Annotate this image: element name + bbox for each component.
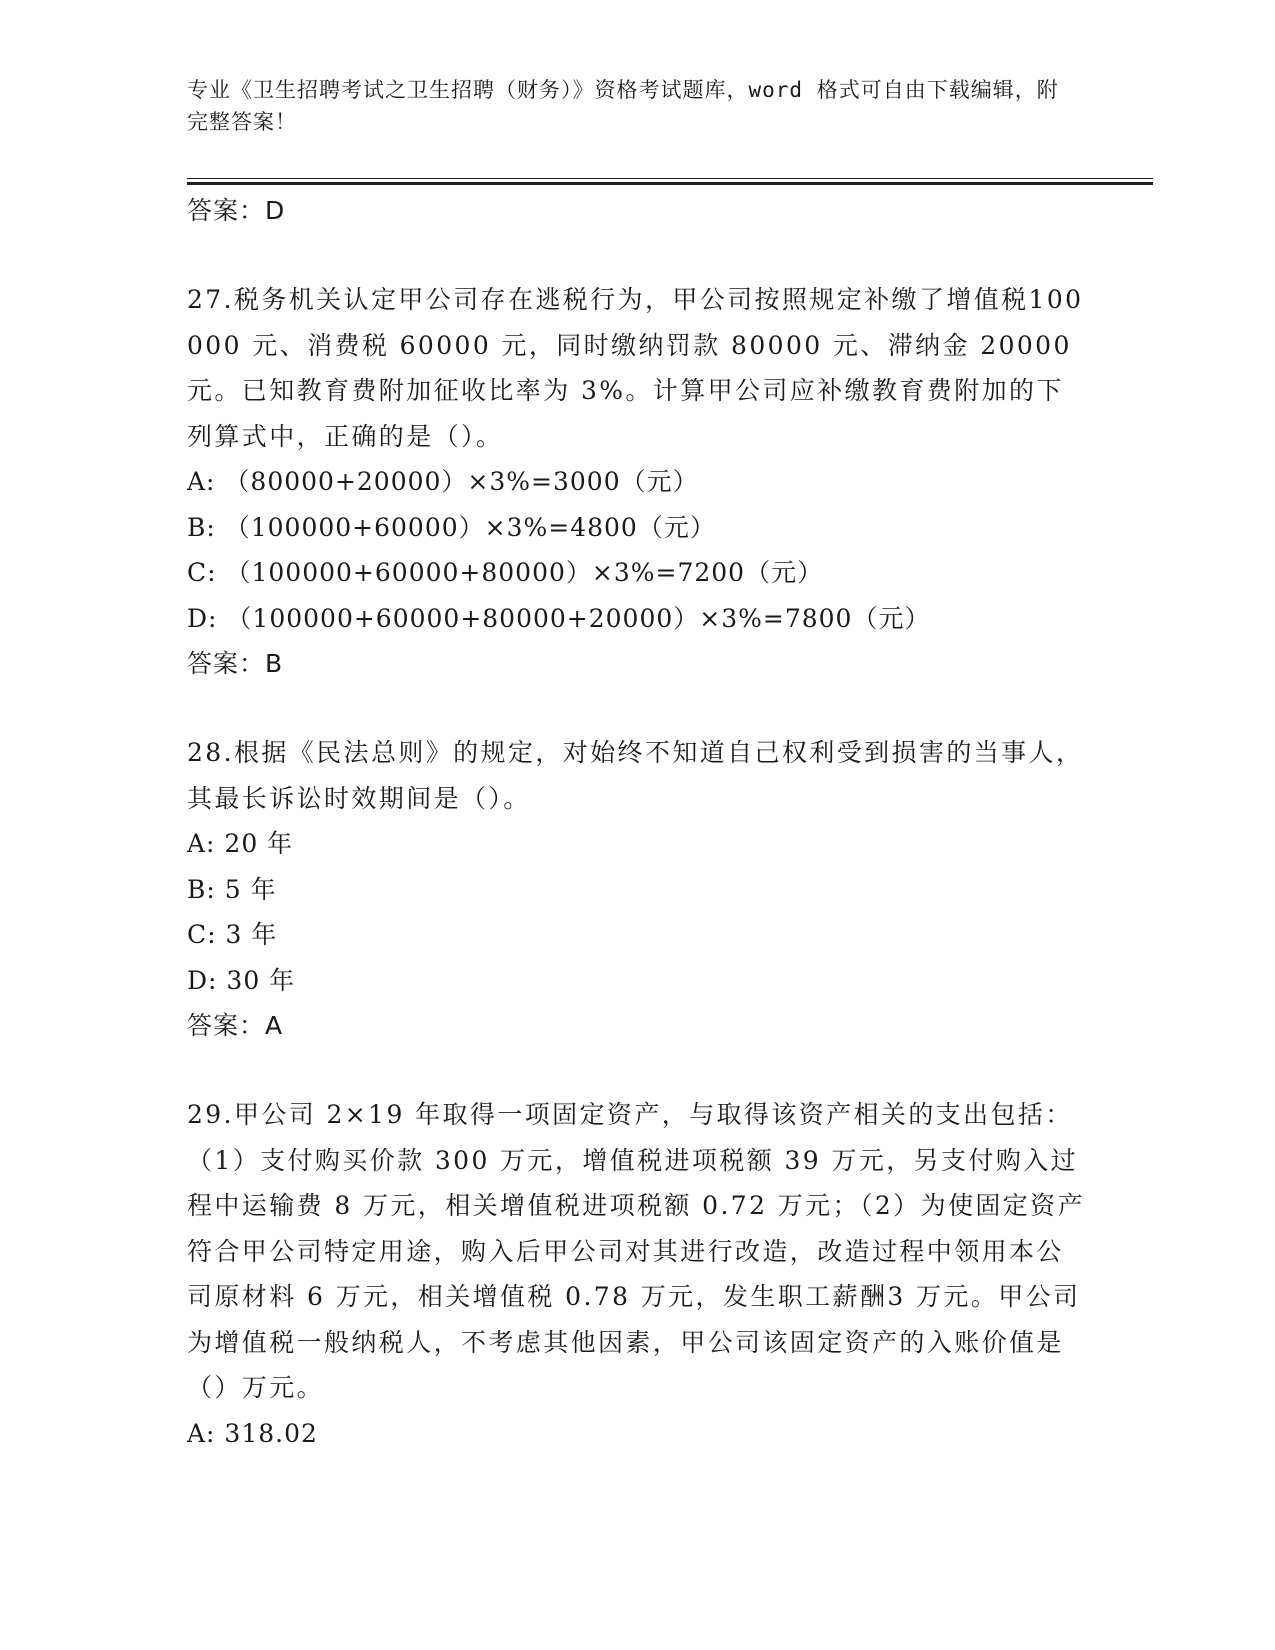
question-text: 29.甲公司 2×19 年取得一项固定资产，与取得该资产相关的支出包括：（1）支付购买价款 300 万元，增值税进项税额 39 万元，另支付购入过程中运输费 8 万元，相关增值税进项税额 0.72 万元；（2）为使固定资产符合甲公司特定用途，购入后甲公司对其进行改造，改造过程中领用本公司原材料 6 万元，相关增值税 0.78 万元，发生职工薪酬3 万元。甲公司为增值税一般纳税人，不考虑其他因素，甲公司该固定资产的入账价值是（）万元。 (187, 1100, 1085, 1402)
page-header: 专业《卫生招聘考试之卫生招聘（财务）》资格考试题库，word 格式可自由下载编辑，附完整答案！ (187, 78, 1059, 134)
document-body (187, 188, 1087, 1456)
option-c: C: （100000+60000+80000）×3%=7200（元） (187, 558, 824, 587)
option-d: D: （100000+60000+80000+20000）×3%=7800（元） (187, 603, 931, 633)
question-29 (187, 1092, 1087, 1456)
option-a: A: （80000+20000）×3%=3000（元） (187, 467, 699, 496)
option-c: C: 3 年 (187, 920, 278, 949)
option-a: A: 20 年 (187, 829, 294, 858)
answer-line: 答案：B (187, 649, 284, 678)
option-a: A: 318.02 (187, 1418, 318, 1448)
spacer (187, 687, 1087, 730)
spacer (187, 234, 1087, 277)
option-b: B: （100000+60000）×3%=4800（元） (187, 512, 716, 542)
header-divider-thick (187, 182, 1153, 185)
option-b: B: 5 年 (187, 874, 277, 904)
question-28 (187, 730, 1087, 1049)
answer-line: 答案：A (187, 1011, 284, 1040)
header-divider-thin (187, 178, 1153, 179)
question-27 (187, 277, 1087, 687)
option-d: D: 30 年 (187, 965, 296, 995)
answer-line: 答案：D (187, 196, 286, 225)
spacer (187, 1049, 1087, 1092)
question-text: 27.税务机关认定甲公司存在逃税行为，甲公司按照规定补缴了增值税100000 元、消费税 60000 元，同时缴纳罚款 80000 元、滞纳金 20000元。已知教育费附加征收比率为 3%。计算甲公司应补缴教育费附加的下列算式中，正确的是（）。 (187, 285, 1084, 451)
question-text: 28.根据《民法总则》的规定，对始终不知道自己权利受到损害的当事人，其最长诉讼时效期间是（）。 (187, 738, 1084, 813)
